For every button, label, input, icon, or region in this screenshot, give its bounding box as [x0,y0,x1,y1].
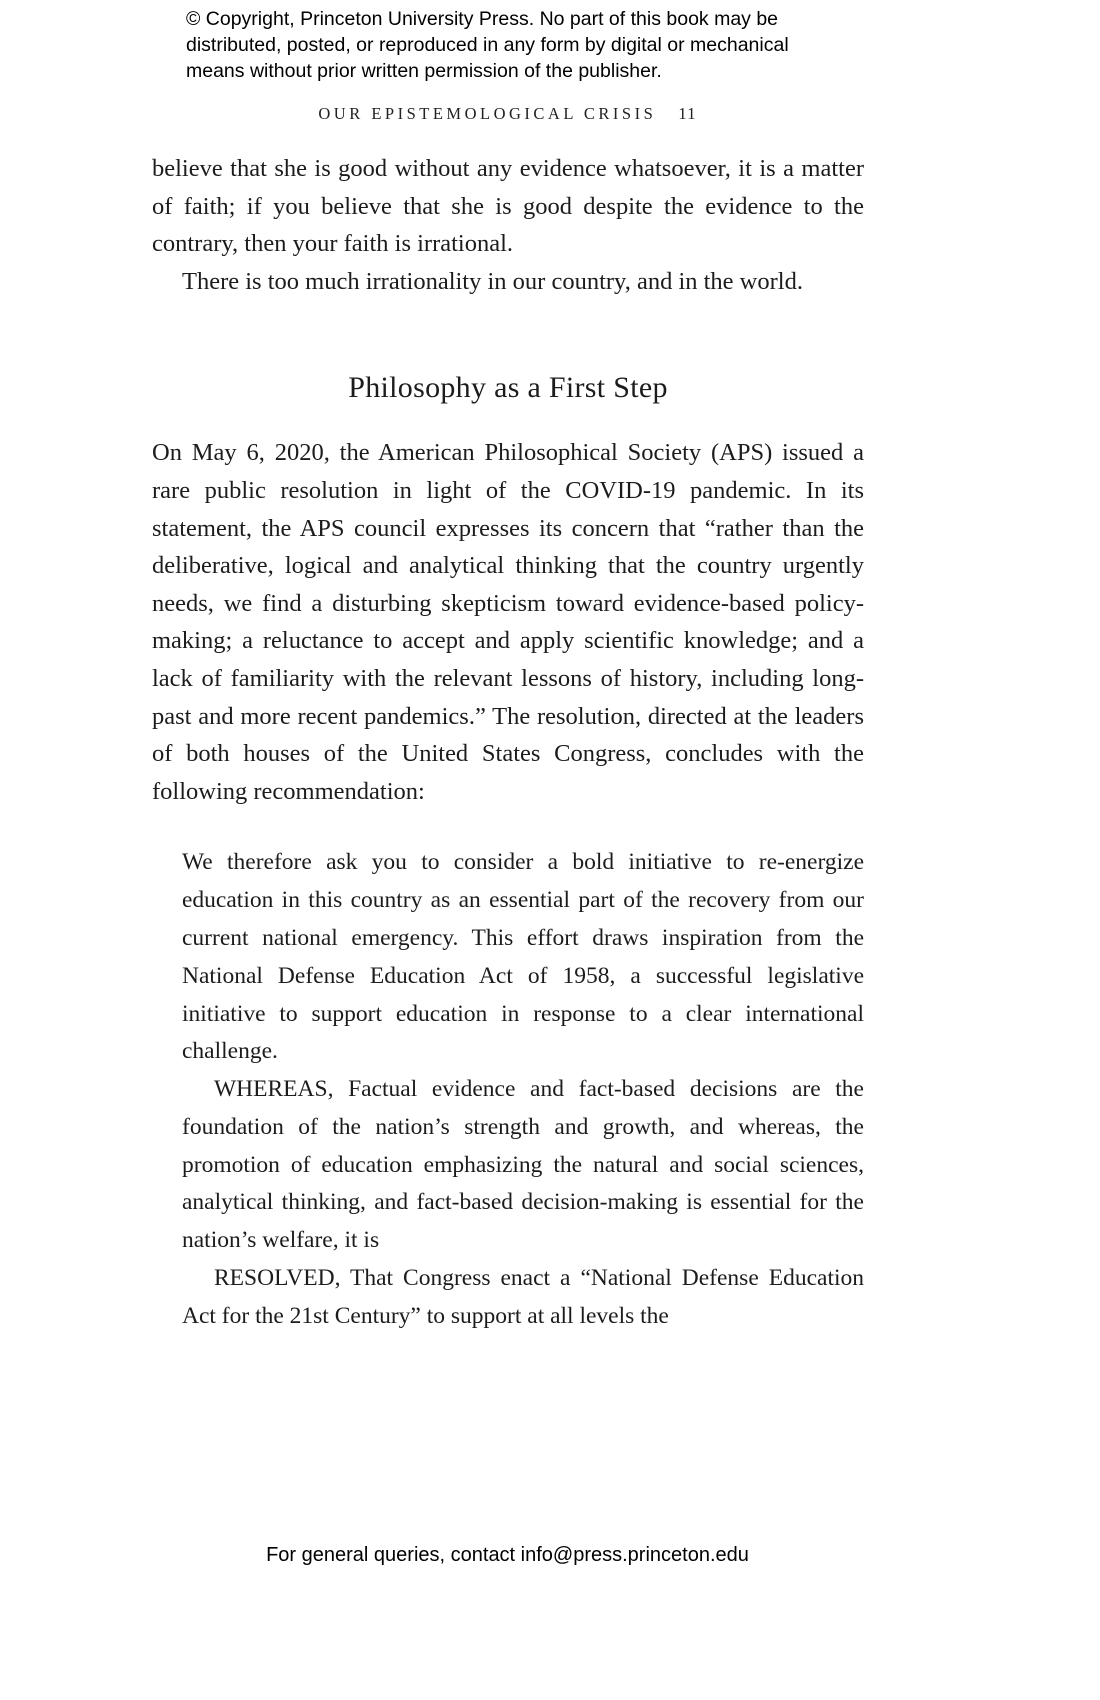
page-body [152,150,864,1336]
page-number: 11 [678,104,697,123]
quote-paragraph: RESOLVED, That Congress enact a “National Defense Education Act for the 21st Century” to support at all levels the [182,1265,864,1329]
quote-paragraph: WHEREAS, Factual evidence and fact-based decisions are the foundation of the nation’s strength and growth, and whereas, the promotion of education emphasizing the natural and social sciences, analytical thinking, and fact-based decision-making is essential for the nation’s welfare, it is [182,1076,864,1254]
section-heading: Philosophy as a First Step [348,371,668,405]
paragraph-continuation: believe that she is good without any evidence whatsoever, it is a matter of faith; if you believe that she is good despite the evidence to the contrary, then your faith is irrational. [152,155,864,258]
paragraph: There is too much irrationality in our country, and in the world. [182,267,803,295]
copyright-notice: © Copyright, Princeton University Press. No part of this book may be distributed, posted, or reproduced in any form by digital or mechanical means without prior written permission of the publisher. [186,8,789,82]
footer-contact: For general queries, contact info@press.princeton.edu [266,1544,749,1566]
paragraph: On May 6, 2020, the American Philosophical Society (APS) issued a rare public resolution in light of the COVID-19 pandemic. In its statement, the APS council expresses its concern that “rather than the deliberative, logical and analytical thinking that the country urgently needs, we find a disturbing skepticism toward evidence-based policy-making; a reluctance to accept and apply scientific knowledge; and a lack of familiarity with the relevant lessons of history, including long-past and more recent pandemics.” The resolution, directed at the leaders of both houses of the United States Congress, concludes with the following recommendation: [152,439,864,805]
running-head-title: OUR EPISTEMOLOGICAL CRISIS [318,104,657,123]
running-head [0,104,1015,124]
quote-paragraph: We therefore ask you to consider a bold initiative to re-energize education in this country as an essential part of the recovery from our current national emergency. This effort draws inspiration from the National Defense Education Act of 1958, a successful legislative initiative to support education in response to a clear international challenge. [182,849,864,1065]
block-quote [182,844,864,1335]
